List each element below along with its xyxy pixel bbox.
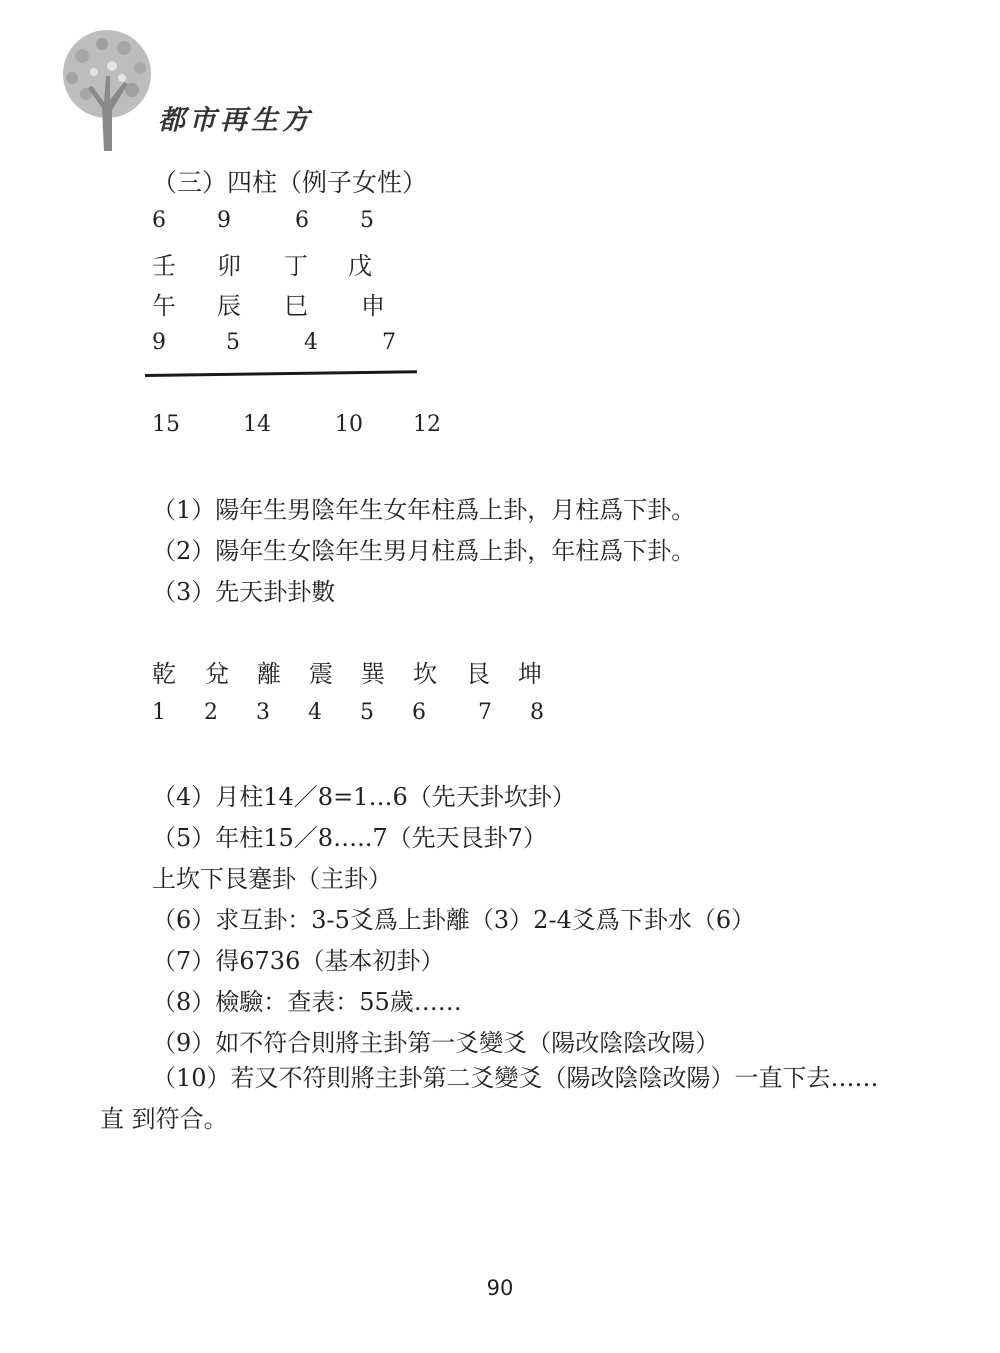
rule-line: （3）先天卦卦數 — [152, 578, 336, 606]
pillar-sum: 12 — [413, 412, 441, 437]
pillar-top-number: 6 — [295, 208, 309, 233]
pillar-sum: 10 — [335, 412, 363, 437]
trigram-number: 2 — [204, 700, 218, 725]
trigram-name: 坎 — [413, 660, 437, 688]
page-number: 90 — [486, 1276, 514, 1300]
trigram-name: 乾 — [152, 660, 176, 688]
step-line: （9）如不符合則將主卦第一爻變爻（陽改陰陰改陽） — [152, 1029, 720, 1057]
trigram-number: 8 — [530, 700, 544, 725]
trigram-number: 3 — [256, 700, 270, 725]
trigram-name: 巽 — [361, 660, 385, 688]
pillar-stem: 壬 — [152, 252, 176, 280]
trigram-name: 艮 — [466, 660, 490, 688]
pillar-branch: 申 — [361, 292, 385, 320]
pillar-bottom-number: 7 — [382, 330, 396, 355]
pillar-stem: 戊 — [348, 252, 372, 280]
trigram-name: 兌 — [205, 660, 229, 688]
pillar-stem: 卯 — [217, 252, 241, 280]
trigram-number: 6 — [412, 700, 426, 725]
trigram-name: 震 — [309, 660, 333, 688]
step-line: （6）求互卦：3-5爻爲上卦離（3）2-4爻爲下卦水（6） — [152, 906, 756, 934]
tree-logo-icon — [52, 26, 162, 156]
book-title: 都市再生方 — [158, 105, 313, 136]
sum-divider-line — [145, 370, 417, 377]
pillar-branch: 巳 — [284, 292, 308, 320]
step-line: （7）得6736（基本初卦） — [152, 947, 445, 975]
trigram-name: 離 — [257, 660, 281, 688]
step-line: （5）年柱15／8…..7（先天艮卦7） — [152, 824, 547, 852]
pillar-bottom-number: 5 — [226, 330, 240, 355]
pillar-bottom-number: 4 — [304, 330, 318, 355]
pillar-top-number: 6 — [152, 208, 166, 233]
pillar-stem: 丁 — [284, 252, 308, 280]
step-line: （8）檢驗：查表：55歲…… — [152, 988, 462, 1016]
pillar-top-number: 5 — [360, 208, 374, 233]
pillar-sum: 15 — [152, 412, 180, 437]
step-line: （4）月柱14／8=1…6（先天卦坎卦） — [152, 783, 576, 811]
pillar-bottom-number: 9 — [152, 330, 166, 355]
rule-line: （1）陽年生男陰年生女年柱爲上卦，月柱爲下卦。 — [152, 496, 696, 524]
rule-line: （2）陽年生女陰年生男月柱爲上卦，年柱爲下卦。 — [152, 537, 696, 565]
step-line: 上坎下艮蹇卦（主卦） — [152, 865, 392, 893]
section-title: （三）四柱（例子女性） — [152, 168, 428, 197]
trigram-number: 4 — [308, 700, 322, 725]
trigram-number: 5 — [360, 700, 374, 725]
pillar-top-number: 9 — [217, 208, 231, 233]
trigram-number: 7 — [478, 700, 492, 725]
pillar-branch: 午 — [152, 292, 176, 320]
trigram-number: 1 — [152, 700, 166, 725]
pillar-sum: 14 — [243, 412, 271, 437]
trigram-name: 坤 — [518, 660, 542, 688]
final-paragraph: （10）若又不符則將主卦第二爻變爻（陽改陰陰改陽）一直下去……直 到符合。 — [100, 1064, 879, 1133]
pillar-branch: 辰 — [217, 292, 241, 320]
